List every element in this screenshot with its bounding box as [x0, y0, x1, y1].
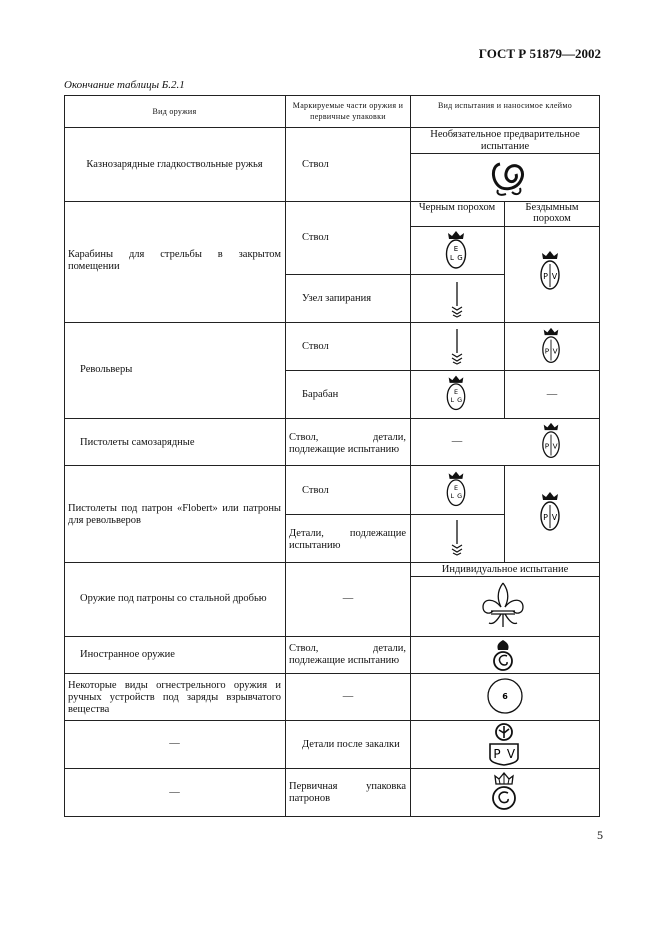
svg-text:G: G	[457, 396, 463, 405]
marked-part-cell: —	[342, 593, 354, 604]
weapon-type-cell: Иностранное оружие	[80, 649, 175, 660]
subheader-optional-preliminary: Необязательное предварительное испытание	[430, 129, 580, 152]
hardened-parts-stamp-icon	[487, 722, 521, 766]
marked-part-cell: Детали, подлежащие испытанию	[289, 528, 406, 551]
marked-part-cell: Ствол	[302, 159, 329, 170]
weapon-type-cell: Казнозарядные гладкоствольные ружья	[86, 159, 263, 170]
marked-part-cell: Ствол	[302, 341, 329, 352]
table-caption: Окончание таблицы Б.2.1	[64, 79, 185, 91]
svg-text:E: E	[453, 245, 459, 253]
svg-text:G: G	[457, 254, 463, 262]
explosive-charge-stamp-icon	[486, 677, 524, 715]
svg-text:L: L	[450, 254, 454, 262]
svg-text:L: L	[450, 492, 455, 501]
pv-crown-stamp-icon	[541, 326, 561, 366]
weapon-type-cell: Револьверы	[80, 364, 133, 375]
svg-text:V: V	[552, 346, 558, 356]
subheader-black-powder: Черным порохом	[418, 202, 496, 213]
column-header-marked-parts: Маркируемые части оружия и первичные упаковки	[292, 101, 404, 121]
locking-unit-stamp-icon	[450, 280, 464, 318]
svg-text:E: E	[453, 483, 459, 492]
elg-crown-stamp-icon	[444, 229, 468, 271]
marked-part-cell: Ствол	[302, 485, 329, 496]
elg-crown-stamp-icon	[445, 468, 467, 510]
marked-part-cell: Ствол, детали, подлежащие испытанию	[289, 643, 406, 666]
svg-text:P: P	[543, 272, 548, 281]
pv-crown-stamp-icon	[541, 421, 561, 461]
column-header-test-and-mark: Вид испытания и наносимое клеймо	[437, 101, 573, 110]
svg-text:P: P	[543, 513, 548, 522]
empty-mark-dash: —	[546, 389, 558, 400]
svg-text:P: P	[493, 747, 501, 761]
svg-text:V: V	[551, 513, 558, 522]
foreign-weapon-stamp-icon	[490, 638, 516, 672]
marked-part-cell: Детали после закалки	[302, 739, 400, 750]
svg-text:E: E	[453, 387, 459, 396]
svg-text:P: P	[544, 346, 550, 356]
weapon-type-cell: —	[169, 738, 180, 749]
fleur-de-lis-stamp-icon	[479, 581, 527, 631]
weapon-type-cell: Оружие под патроны со стальной дробью	[80, 593, 267, 604]
weapon-type-cell: Пистолеты самозарядные	[80, 437, 195, 448]
weapon-type-cell: Некоторые виды огнестрельного оружия и ручных устройств под заряды взрывчатого вещества	[68, 680, 281, 715]
svg-text:G: G	[457, 492, 463, 501]
marked-part-cell: Узел запирания	[302, 293, 372, 304]
column-header-weapon-type: Вид оружия	[152, 107, 197, 116]
svg-text:V: V	[552, 441, 558, 451]
weapon-type-cell: Пистолеты под патрон «Flobert» или патроны для револьверов	[68, 503, 281, 526]
pv-crown-stamp-icon	[539, 249, 561, 293]
parts-arrow-stamp-icon	[450, 518, 464, 556]
page-number: 5	[597, 828, 603, 842]
barrel-arrow-stamp-icon	[450, 327, 464, 365]
marked-part-cell: Ствол, детали, подлежащие испытанию	[289, 432, 406, 455]
svg-text:P: P	[544, 441, 550, 451]
standard-number: ГОСТ Р 51879—2002	[478, 46, 601, 61]
preliminary-test-stamp-icon	[486, 156, 530, 198]
svg-text:L: L	[450, 396, 455, 405]
marked-part-cell: Первичная упаковка патронов	[289, 781, 406, 804]
elg-crown-stamp-icon	[445, 373, 467, 413]
empty-mark-dash: —	[451, 436, 463, 447]
weapon-type-cell: Карабины для стрельбы в закрытом помещении	[68, 249, 281, 272]
subheader-smokeless-powder: Бездымным порохом	[525, 202, 579, 224]
pv-crown-stamp-icon	[539, 490, 561, 534]
svg-text:6: 6	[502, 692, 508, 701]
svg-text:V: V	[551, 272, 558, 281]
subheader-individual-test: Индивидуальное испытание	[441, 564, 569, 575]
svg-text:V: V	[506, 747, 516, 761]
marked-part-cell: Барабан	[302, 389, 339, 400]
marked-part-cell: Ствол	[302, 232, 329, 243]
weapon-type-cell: —	[169, 787, 180, 798]
cartridge-packaging-stamp-icon	[490, 770, 518, 814]
marked-part-cell: —	[342, 691, 354, 702]
